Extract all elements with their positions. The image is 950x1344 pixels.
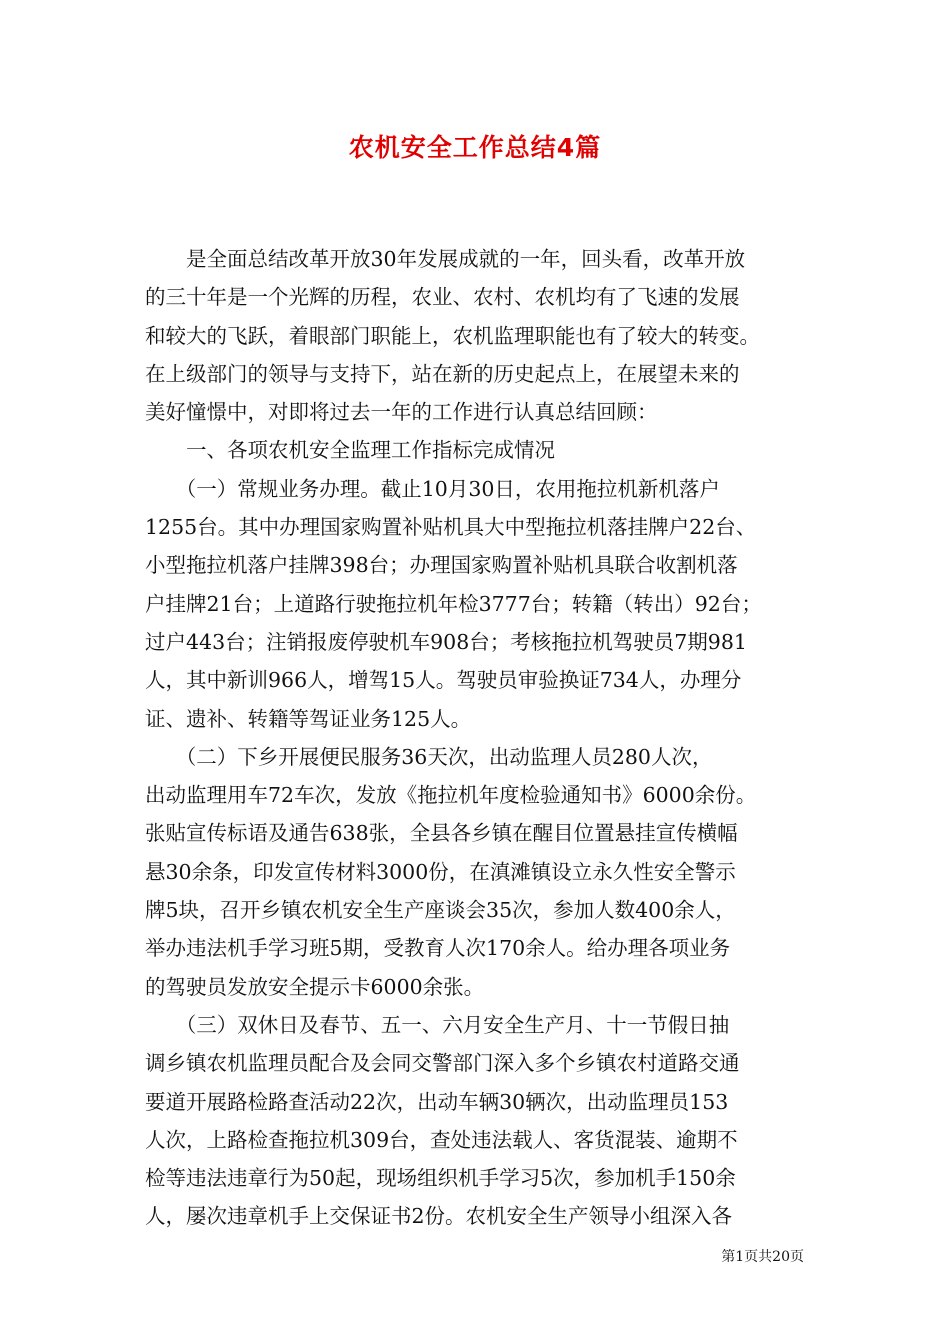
body-text-line: 和较大的飞跃，着眼部门职能上，农机监理职能也有了较大的转变。 — [145, 323, 760, 348]
body-text-line: 户挂牌21台；上道路行驶拖拉机年检3777台；转籍（转出）92台； — [145, 591, 762, 616]
page-number-footer: 第1页共20页 — [721, 1249, 804, 1265]
body-text-line: 1255台。其中办理国家购置补贴机具大中型拖拉机落挂牌户22台、 — [145, 515, 757, 540]
body-text-line: 要道开展路检路查活动22次，出动车辆30辆次，出动监理员153 — [145, 1089, 729, 1114]
body-text-line: 是全面总结改革开放30年发展成就的一年，回头看，改革开放 — [145, 247, 746, 271]
body-text-line: 在上级部门的领导与支持下，站在新的历史起点上，在展望未来的 — [145, 361, 740, 386]
body-text-line: 的驾驶员发放安全提示卡6000余张。 — [145, 974, 485, 999]
body-text-line: 的三十年是一个光辉的历程，农业、农村、农机均有了飞速的发展 — [145, 285, 740, 310]
body-text-line: 出动监理用车72车次，发放《拖拉机年度检验通知书》6000余份。 — [145, 783, 757, 808]
body-text-line: 一、各项农机安全监理工作指标完成情况 — [145, 438, 555, 463]
body-text-line: 人次，上路检查拖拉机309台，查处违法载人、客货混装、逾期不 — [145, 1127, 738, 1152]
document-title: 农机安全工作总结4篇 — [348, 133, 602, 162]
body-text-line: 小型拖拉机落户挂牌398台；办理国家购置补贴机具联合收割机落 — [145, 553, 738, 578]
body-text-line: 牌5块，召开乡镇农机安全生产座谈会35次，参加人数400余人， — [145, 898, 736, 923]
body-text-line: 过户443台；注销报废停驶机车908台；考核拖拉机驾驶员7期981 — [145, 629, 747, 654]
body-text-line: （二）下乡开展便民服务36天次，出动监理人员280人次， — [145, 744, 713, 769]
body-text-line: （三）双休日及春节、五一、六月安全生产月、十一节假日抽 — [145, 1012, 730, 1037]
body-text-line: 调乡镇农机监理员配合及会同交警部门深入多个乡镇农村道路交通 — [145, 1051, 740, 1076]
body-text-line: 检等违法违章行为50起，现场组织机手学习5次，参加机手150余 — [145, 1166, 736, 1191]
body-text-line: 美好憧憬中，对即将过去一年的工作进行认真总结回顾： — [145, 400, 658, 425]
body-text-line: 人，屡次违章机手上交保证书2份。农机安全生产领导小组深入各 — [145, 1204, 733, 1229]
body-text-line: 人，其中新训966人，增驾15人。驾驶员审验换证734人，办理分 — [145, 668, 742, 693]
body-text-line: 悬30余条，印发宣传材料3000份，在滇滩镇设立永久性安全警示 — [145, 859, 736, 884]
body-text-line: 张贴宣传标语及通告638张，全县各乡镇在醒目位置悬挂宣传横幅 — [145, 821, 738, 846]
body-text-line: （一）常规业务办理。截止10月30日，农用拖拉机新机落户 — [145, 476, 720, 501]
body-text-line: 举办违法机手学习班5期，受教育人次170余人。给办理各项业务 — [145, 936, 731, 961]
body-text-line: 证、遗补、转籍等驾证业务125人。 — [145, 706, 472, 731]
document-body — [145, 240, 813, 1236]
